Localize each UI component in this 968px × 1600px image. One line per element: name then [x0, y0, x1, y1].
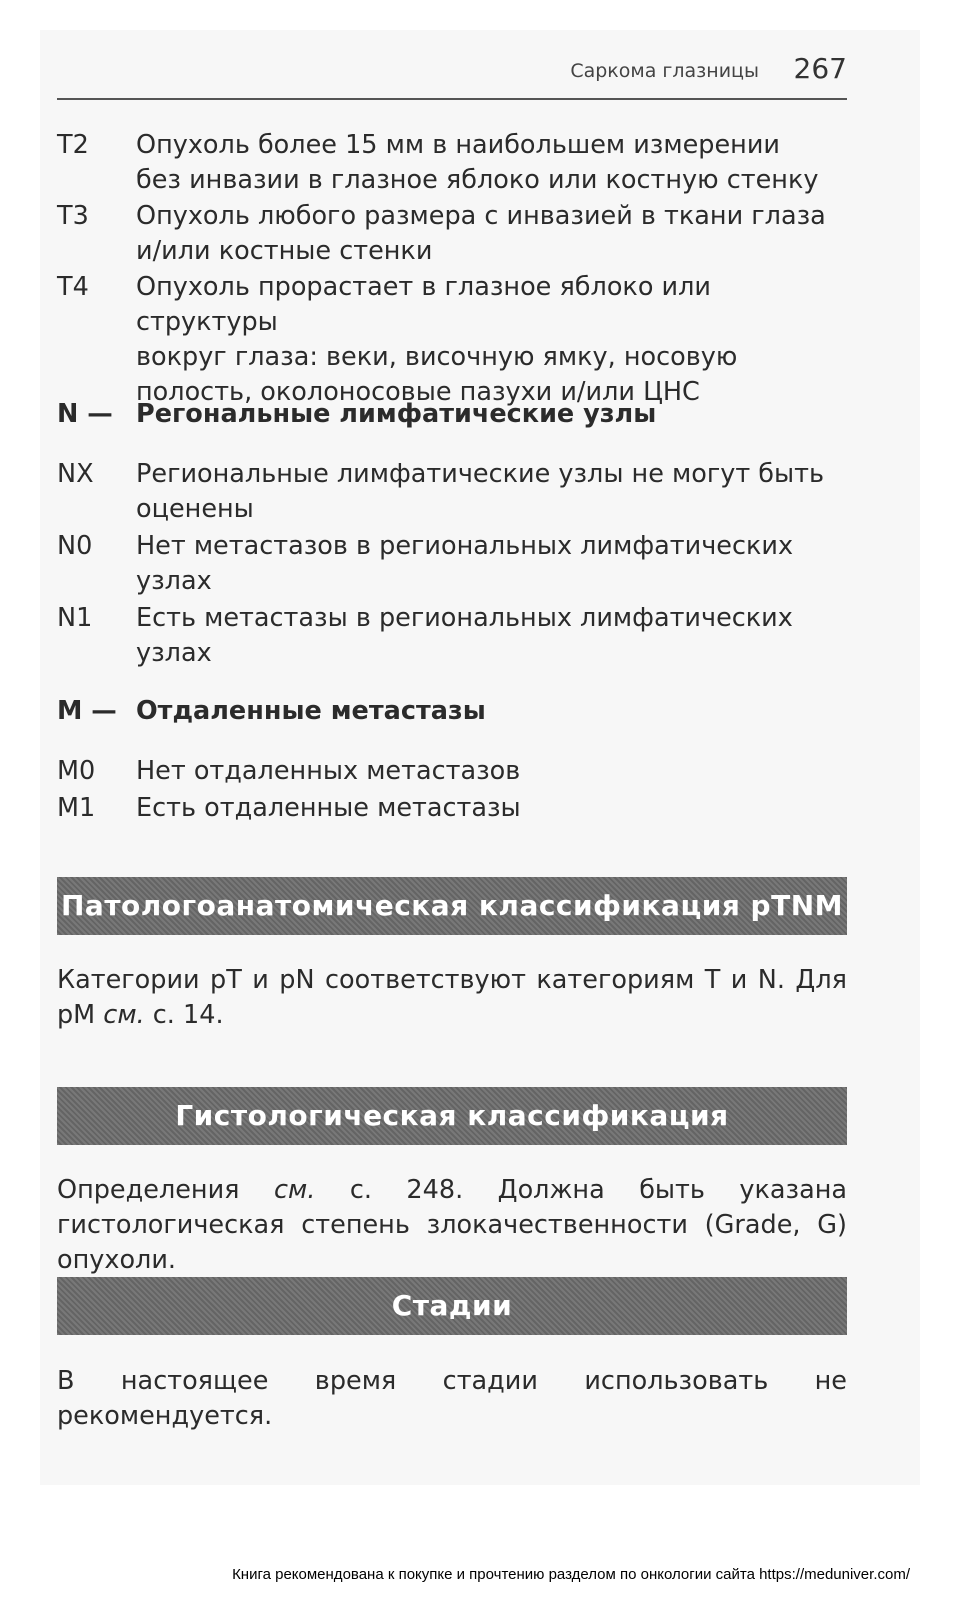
category-code: N0 — [57, 531, 93, 561]
heading-title: Отдаленные метастазы — [136, 696, 486, 726]
section-banner-histology: Гистологическая классификация — [57, 1087, 847, 1145]
histology-text-italic: см. — [273, 1175, 316, 1205]
ptnm-paragraph — [57, 963, 847, 1033]
category-description: Опухоль более 15 мм в наибольшем измерении без инвазии в глазное яблоко или костную стенку — [136, 130, 819, 195]
category-description: Региональные лимфатические узлы не могут быть оценены — [136, 459, 825, 524]
category-description: Есть метастазы в региональных лимфатических узлах — [136, 603, 793, 668]
category-description: Нет отдаленных метастазов — [136, 756, 521, 786]
category-description: Есть отдаленные метастазы — [136, 793, 521, 823]
category-code: NX — [57, 459, 94, 489]
histology-text-end: с. 248. Должна быть указана гистологическая степень злокачественности (Grade, G) опухоли. — [57, 1175, 847, 1275]
ptnm-text-italic: см. — [103, 1000, 145, 1030]
footer-note: Книга рекомендована к покупке и прочтению разделом по онкологии сайта https://meduniver.com/ — [232, 1566, 910, 1583]
page-number: 267 — [793, 52, 847, 85]
ptnm-text-end: с. 14. — [144, 1000, 224, 1030]
category-description: Нет метастазов в региональных лимфатических узлах — [136, 531, 794, 596]
category-code: M0 — [57, 756, 96, 786]
category-description: Опухоль прорастает в глазное яблоко или структуры вокруг глаза: веки, височную ямку, носовую полость, околоносовые пазухи и/или ЦНС — [136, 272, 738, 407]
histology-text-start: Определения — [57, 1175, 274, 1205]
section-banner-stages: Стадии — [57, 1277, 847, 1335]
heading-code: N — — [57, 399, 113, 429]
running-title: Саркома глазницы — [570, 60, 759, 82]
stages-paragraph: В настоящее время стадии использовать не рекомендуется. — [57, 1366, 847, 1431]
section-banner-ptnm: Патологоанатомическая классификация pTNM — [57, 877, 847, 935]
histology-paragraph — [57, 1173, 847, 1278]
category-code: T3 — [57, 201, 89, 231]
ptnm-text-start: Категории pT и pN соответствуют категориям T и N. Для pM — [57, 965, 847, 1030]
category-code: M1 — [57, 793, 96, 823]
heading-title: Регональные лимфатические узлы — [136, 399, 657, 429]
category-code: T2 — [57, 130, 89, 160]
running-header — [57, 48, 847, 100]
category-description: Опухоль любого размера с инвазией в ткани глаза и/или костные стенки — [136, 201, 826, 266]
heading-code: M — — [57, 696, 117, 726]
category-code: T4 — [57, 272, 89, 302]
category-code: N1 — [57, 603, 93, 633]
